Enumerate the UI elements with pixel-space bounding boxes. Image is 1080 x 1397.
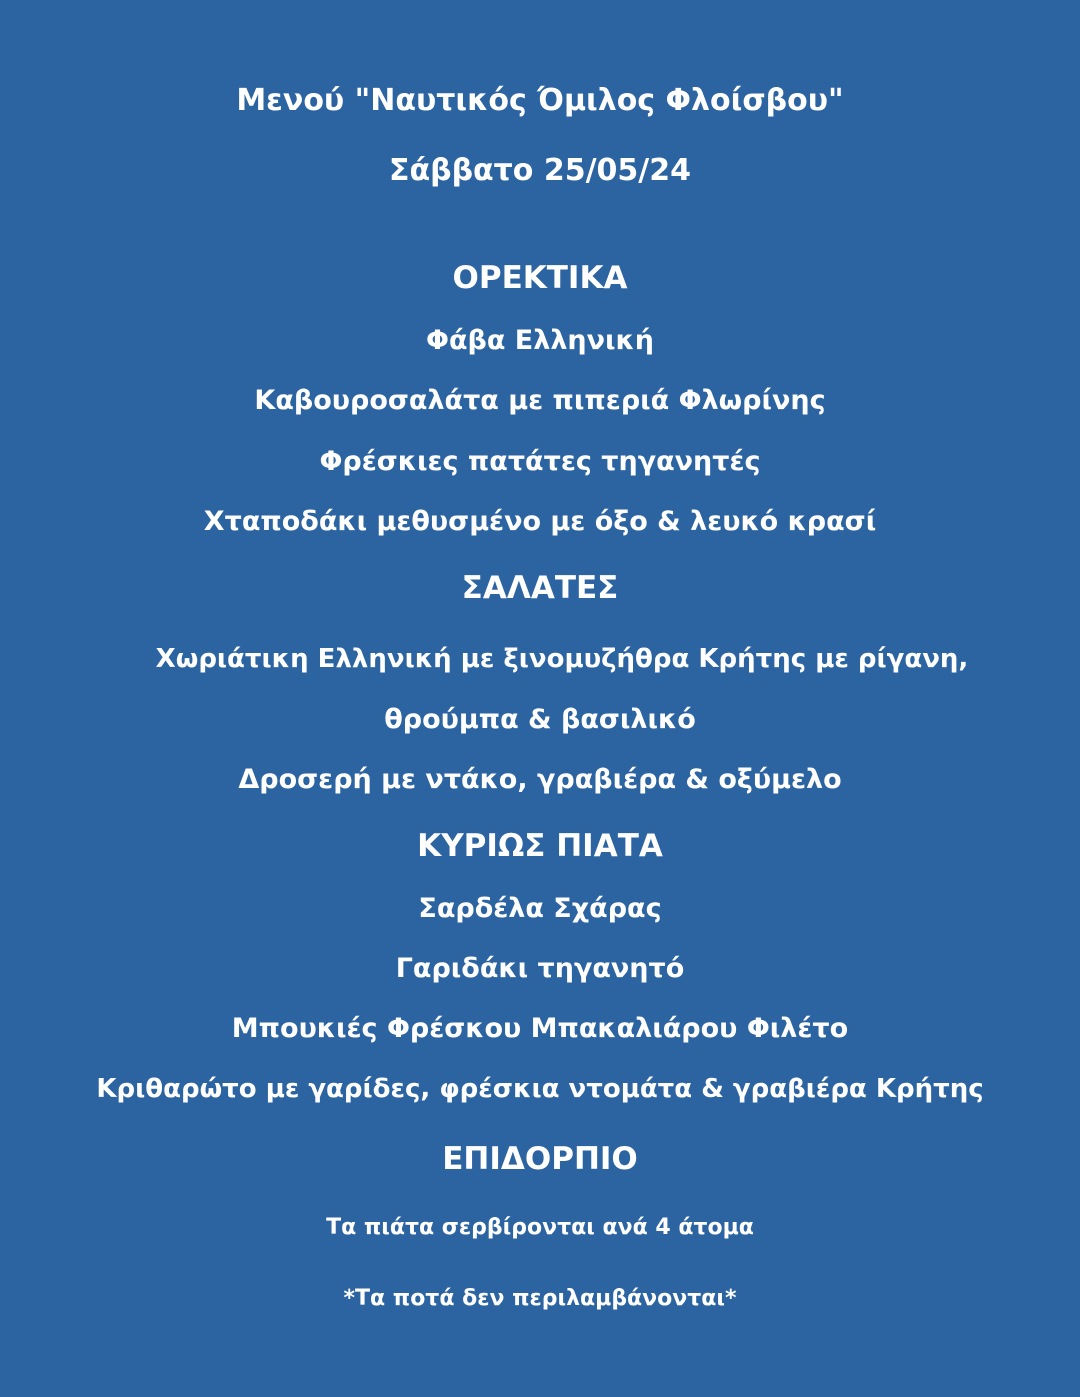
menu-date: Σάββατο 25/05/24 <box>388 153 692 188</box>
section-heading-mains: ΚΥΡΙΩΣ ΠΙΑΤΑ <box>417 828 663 864</box>
menu-item: Φάβα Ελληνική <box>426 325 654 356</box>
menu-item: Χωριάτικη Ελληνική με ξινομυζήθρα Κρήτης με ρίγανη, <box>155 644 969 674</box>
section-heading-dessert: ΕΠΙΔΟΡΠΙΟ <box>442 1141 638 1177</box>
section-heading-appetizers: ΟΡΕΚΤΙΚΑ <box>452 260 628 296</box>
menu-item: θρούμπα & βασιλικό <box>384 704 696 735</box>
drinks-note: *Τα ποτά δεν περιλαμβάνονται* <box>343 1286 737 1311</box>
section-heading-salads: ΣΑΛΑΤΕΣ <box>461 570 619 606</box>
menu-item: Γαριδάκι τηγανητό <box>395 953 685 984</box>
menu-item: Κριθαρώτο με γαρίδες, φρέσκια ντομάτα & γραβιέρα Κρήτης <box>96 1074 984 1104</box>
menu-item: Καβουροσαλάτα με πιπεριά Φλωρίνης <box>254 385 826 416</box>
menu-item: Χταποδάκι μεθυσμένο με όξο & λευκό κρασί <box>203 506 877 537</box>
menu-item: Μπουκιές Φρέσκου Μπακαλιάρου Φιλέτο <box>231 1013 849 1044</box>
menu-item: Φρέσκιες πατάτες τηγανητές <box>319 446 761 477</box>
menu-item: Σαρδέλα Σχάρας <box>418 893 662 924</box>
serving-note: Τα πιάτα σερβίρονται ανά 4 άτομα <box>326 1215 754 1240</box>
menu-title: Μενού "Ναυτικός Όμιλος Φλοίσβου" <box>236 83 844 118</box>
menu-item: Δροσερή με ντάκο, γραβιέρα & οξύμελο <box>238 764 842 795</box>
